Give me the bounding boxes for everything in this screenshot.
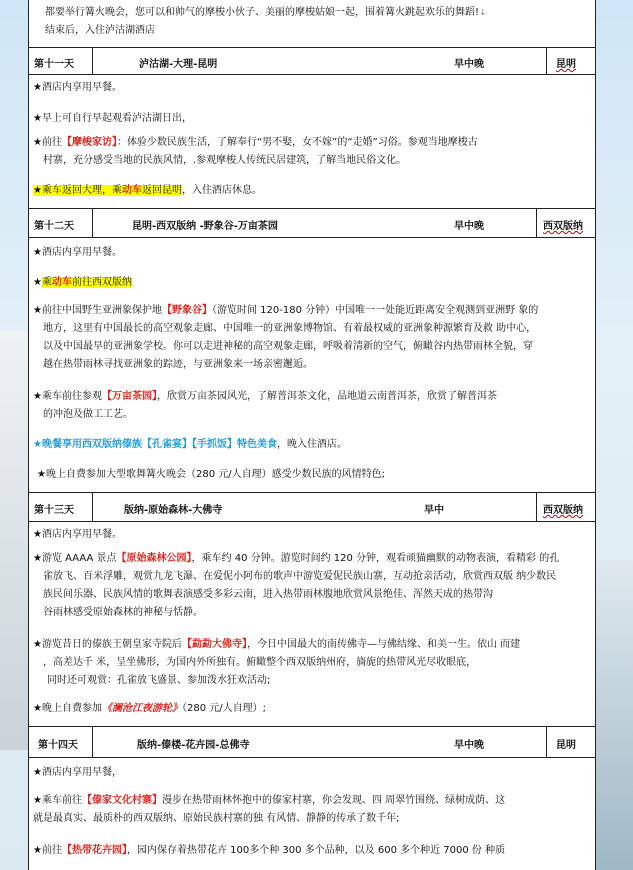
text: ★前往中国野生亚洲象保护地 bbox=[33, 305, 162, 316]
day14-p1 bbox=[29, 764, 595, 782]
highlight: 【原始森林公园】 bbox=[116, 553, 192, 564]
text: ，乘车约 40 分钟。游览时间约 120 分钟，观看顽猫幽默的动物表演，看精彩 的孔 bbox=[191, 553, 560, 564]
text: ，今日中国最大的南传佛寺—与佛结缘、和美一生。依山 而建 bbox=[246, 639, 521, 650]
paragraph-mark-icon: ↓ bbox=[479, 8, 487, 18]
highlight: 乘 bbox=[111, 185, 122, 196]
text: ★乘车前往 bbox=[33, 795, 82, 806]
day12-p3 bbox=[29, 302, 595, 374]
text: 同时还可观赏：孔雀放飞盛景、参加泼水狂欢活动; bbox=[47, 675, 271, 686]
text: 漫步在热带雨林怀抱中的傣家村寨，你会发现、四 周翠竹围绕、绿树成荫、这 bbox=[161, 795, 506, 806]
divider bbox=[546, 727, 547, 757]
day-label: 第十一天 bbox=[34, 59, 74, 70]
day12-p5 bbox=[29, 436, 595, 454]
day-label: 第十二天 bbox=[34, 221, 74, 232]
text: ★酒店内享用早餐。 bbox=[33, 247, 122, 258]
day13-p2 bbox=[29, 550, 595, 622]
day-label: 第十三天 bbox=[34, 505, 74, 516]
top-line-2: 结束后，入住泸沽湖酒店 bbox=[45, 25, 155, 36]
text: ★早上可自行早起观看泸沽湖日出， bbox=[33, 113, 192, 124]
route-label: 昆明-西双版纳 -野象谷-万亩茶园 bbox=[132, 221, 278, 232]
city-label: 西双版纳 bbox=[543, 505, 583, 516]
day13-p1 bbox=[29, 526, 595, 544]
text: 就是最真实、最质朴的西双版纳、原始民族村寨的独 有风情、静静的传承了数千年; bbox=[33, 813, 400, 824]
day12-p1 bbox=[29, 244, 595, 262]
text: 族民间乐器、民族风情的歌舞表演感受多彩云南，进入热带雨林腹地欣赏风景绝佳、浑然天成的热带沟 bbox=[43, 589, 493, 600]
text: ：体验少数民族生活，了解奉行“男不娶，女不嫁”的“走婚”习俗。参观当地摩梭古 bbox=[116, 137, 478, 148]
city-label: 昆明 bbox=[556, 59, 576, 70]
divider bbox=[536, 493, 537, 521]
divider bbox=[92, 493, 93, 521]
text: 的冲泡及做工工艺。 bbox=[43, 409, 133, 420]
text: 村寨，充分感受当地的民族风情，.参观摩梭人传统民居建筑，了解当地民俗文化。 bbox=[43, 155, 407, 166]
highlight: 动车 bbox=[51, 277, 72, 288]
day11-header bbox=[29, 47, 595, 75]
day14-p3 bbox=[29, 842, 595, 860]
day14-header bbox=[29, 726, 595, 758]
text: ★游览昔日的傣族王朝皇家寺院后 bbox=[33, 639, 182, 650]
city-label: 西双版纳 bbox=[543, 221, 583, 232]
text: ★酒店内享用早餐。 bbox=[33, 82, 122, 93]
highlight: 前往西双版纳 bbox=[71, 277, 132, 288]
meals-label: 早中晚 bbox=[454, 740, 484, 751]
highlight: ★晚餐享用西双版纳傣族【孔雀宴】【手抓饭】特色美食 bbox=[33, 439, 277, 450]
text: ★晚上自费参加 bbox=[33, 703, 102, 714]
text: ，园内保存着热带花卉 100多个种 300 多个品种，以及 600 多个种近 7000 份 种质 bbox=[126, 845, 506, 856]
top-line-1: 都要举行篝火晚会，您可以和帅气的摩梭小伙子、美丽的摩梭姑娘一起，围着篝火跳起欢乐的舞蹈! bbox=[45, 7, 480, 18]
divider bbox=[92, 209, 93, 237]
day12-header bbox=[29, 208, 595, 238]
text: ，欣赏万亩茶园风光，了解普洱茶文化，品地道云南普洱茶，欣赏了解普洱茶 bbox=[156, 391, 497, 402]
city-label: 昆明 bbox=[556, 740, 576, 751]
divider bbox=[92, 48, 93, 74]
highlight: 《澜沧江夜游轮》 bbox=[101, 703, 182, 714]
text: ★前往 bbox=[33, 137, 62, 148]
divider bbox=[92, 727, 93, 757]
highlight: 【摩梭家访】 bbox=[61, 137, 117, 148]
text: ★晚上自费参加大型歌舞篝火晚会（280 元/人自理）感受少数民族的风情特色; bbox=[37, 469, 385, 480]
day13-p3 bbox=[29, 636, 595, 690]
day11-p3 bbox=[29, 134, 595, 170]
meals-label: 早中晚 bbox=[454, 59, 484, 70]
highlight: 【万亩茶园】 bbox=[101, 391, 157, 402]
highlight: ★乘车返回大理， bbox=[33, 185, 112, 196]
text: 以及中国最早的亚洲象学校。你可以走进神秘的高空观象走廊，呼吸着清新的空气，俯瞰谷内热带雨林全貌，穿 bbox=[43, 341, 533, 352]
top-paragraph bbox=[29, 4, 596, 40]
background-sea bbox=[593, 560, 633, 870]
highlight: 动车 bbox=[121, 185, 142, 196]
day11-p1 bbox=[29, 79, 595, 97]
text: 地方，这里有中国最长的高空观象走廊、中国唯一的亚洲象博物馆、有着最权威的亚洲象种源繁育及救 助中心， bbox=[43, 323, 537, 334]
day11-p4 bbox=[29, 182, 595, 200]
highlight: 乘 bbox=[41, 277, 52, 288]
day13-header bbox=[29, 492, 595, 522]
text: 雀放飞、百米浮雕，观赏九龙飞瀑、在爱伲小阿布的歌声中游览爱伲民族山寨，互动抢亲活动，欣赏西双版 纳少数民 bbox=[43, 571, 557, 582]
day13-p4 bbox=[29, 700, 595, 718]
text: 谷雨林感受原始森林的神秘与恬静。 bbox=[43, 607, 203, 618]
route-label: 泸沽湖-大理-昆明 bbox=[139, 59, 218, 70]
day14-p2 bbox=[29, 792, 595, 828]
text: （280 元/人自理）; bbox=[181, 703, 266, 714]
star-icon: ★ bbox=[33, 277, 42, 288]
text: ★乘车前往参观 bbox=[33, 391, 102, 402]
day-label: 第十四天 bbox=[38, 740, 78, 751]
day12-p4 bbox=[29, 388, 595, 424]
text: （游览时间 120-180 分钟）中国唯一一处能近距离安全观测到亚洲野 象的 bbox=[211, 305, 539, 316]
text: ，晚入住酒店。 bbox=[276, 439, 347, 450]
text: ，入住酒店休息。 bbox=[181, 185, 262, 196]
text: 越在热带雨林寻找亚洲象的踪迹，与亚洲象来一场亲密邂逅。 bbox=[43, 359, 313, 370]
meals-label: 早中晚 bbox=[454, 221, 484, 232]
route-label: 版纳-傣楼-花卉园-总佛寺 bbox=[137, 740, 250, 751]
meals-label: 早中 bbox=[424, 505, 444, 516]
text: ★前往 bbox=[33, 845, 62, 856]
highlight: 返回昆明 bbox=[141, 185, 182, 196]
text: ，高差达千 米，呈坐佛形，为国内外所独有。俯瞰整个西双版纳州府，旖旎的热带风光尽收眼底， bbox=[43, 657, 477, 668]
highlight: 【野象谷】 bbox=[161, 305, 212, 316]
highlight: 【傣家文化村寨】 bbox=[81, 795, 162, 806]
itinerary-document bbox=[28, 0, 596, 870]
day12-p6 bbox=[29, 466, 595, 484]
divider bbox=[536, 209, 537, 237]
text: ★游览 AAAA 景点 bbox=[33, 553, 117, 564]
text: ★酒店内享用早餐， bbox=[33, 767, 122, 778]
route-label: 版纳-原始森林-大佛寺 bbox=[124, 505, 223, 516]
highlight: 【热带花卉园】 bbox=[61, 845, 127, 856]
highlight: 【勐勐大佛寺】 bbox=[181, 639, 247, 650]
day12-p2 bbox=[29, 274, 595, 292]
text: ★酒店内享用早餐。 bbox=[33, 529, 122, 540]
day11-p2 bbox=[29, 110, 595, 128]
divider bbox=[546, 48, 547, 74]
